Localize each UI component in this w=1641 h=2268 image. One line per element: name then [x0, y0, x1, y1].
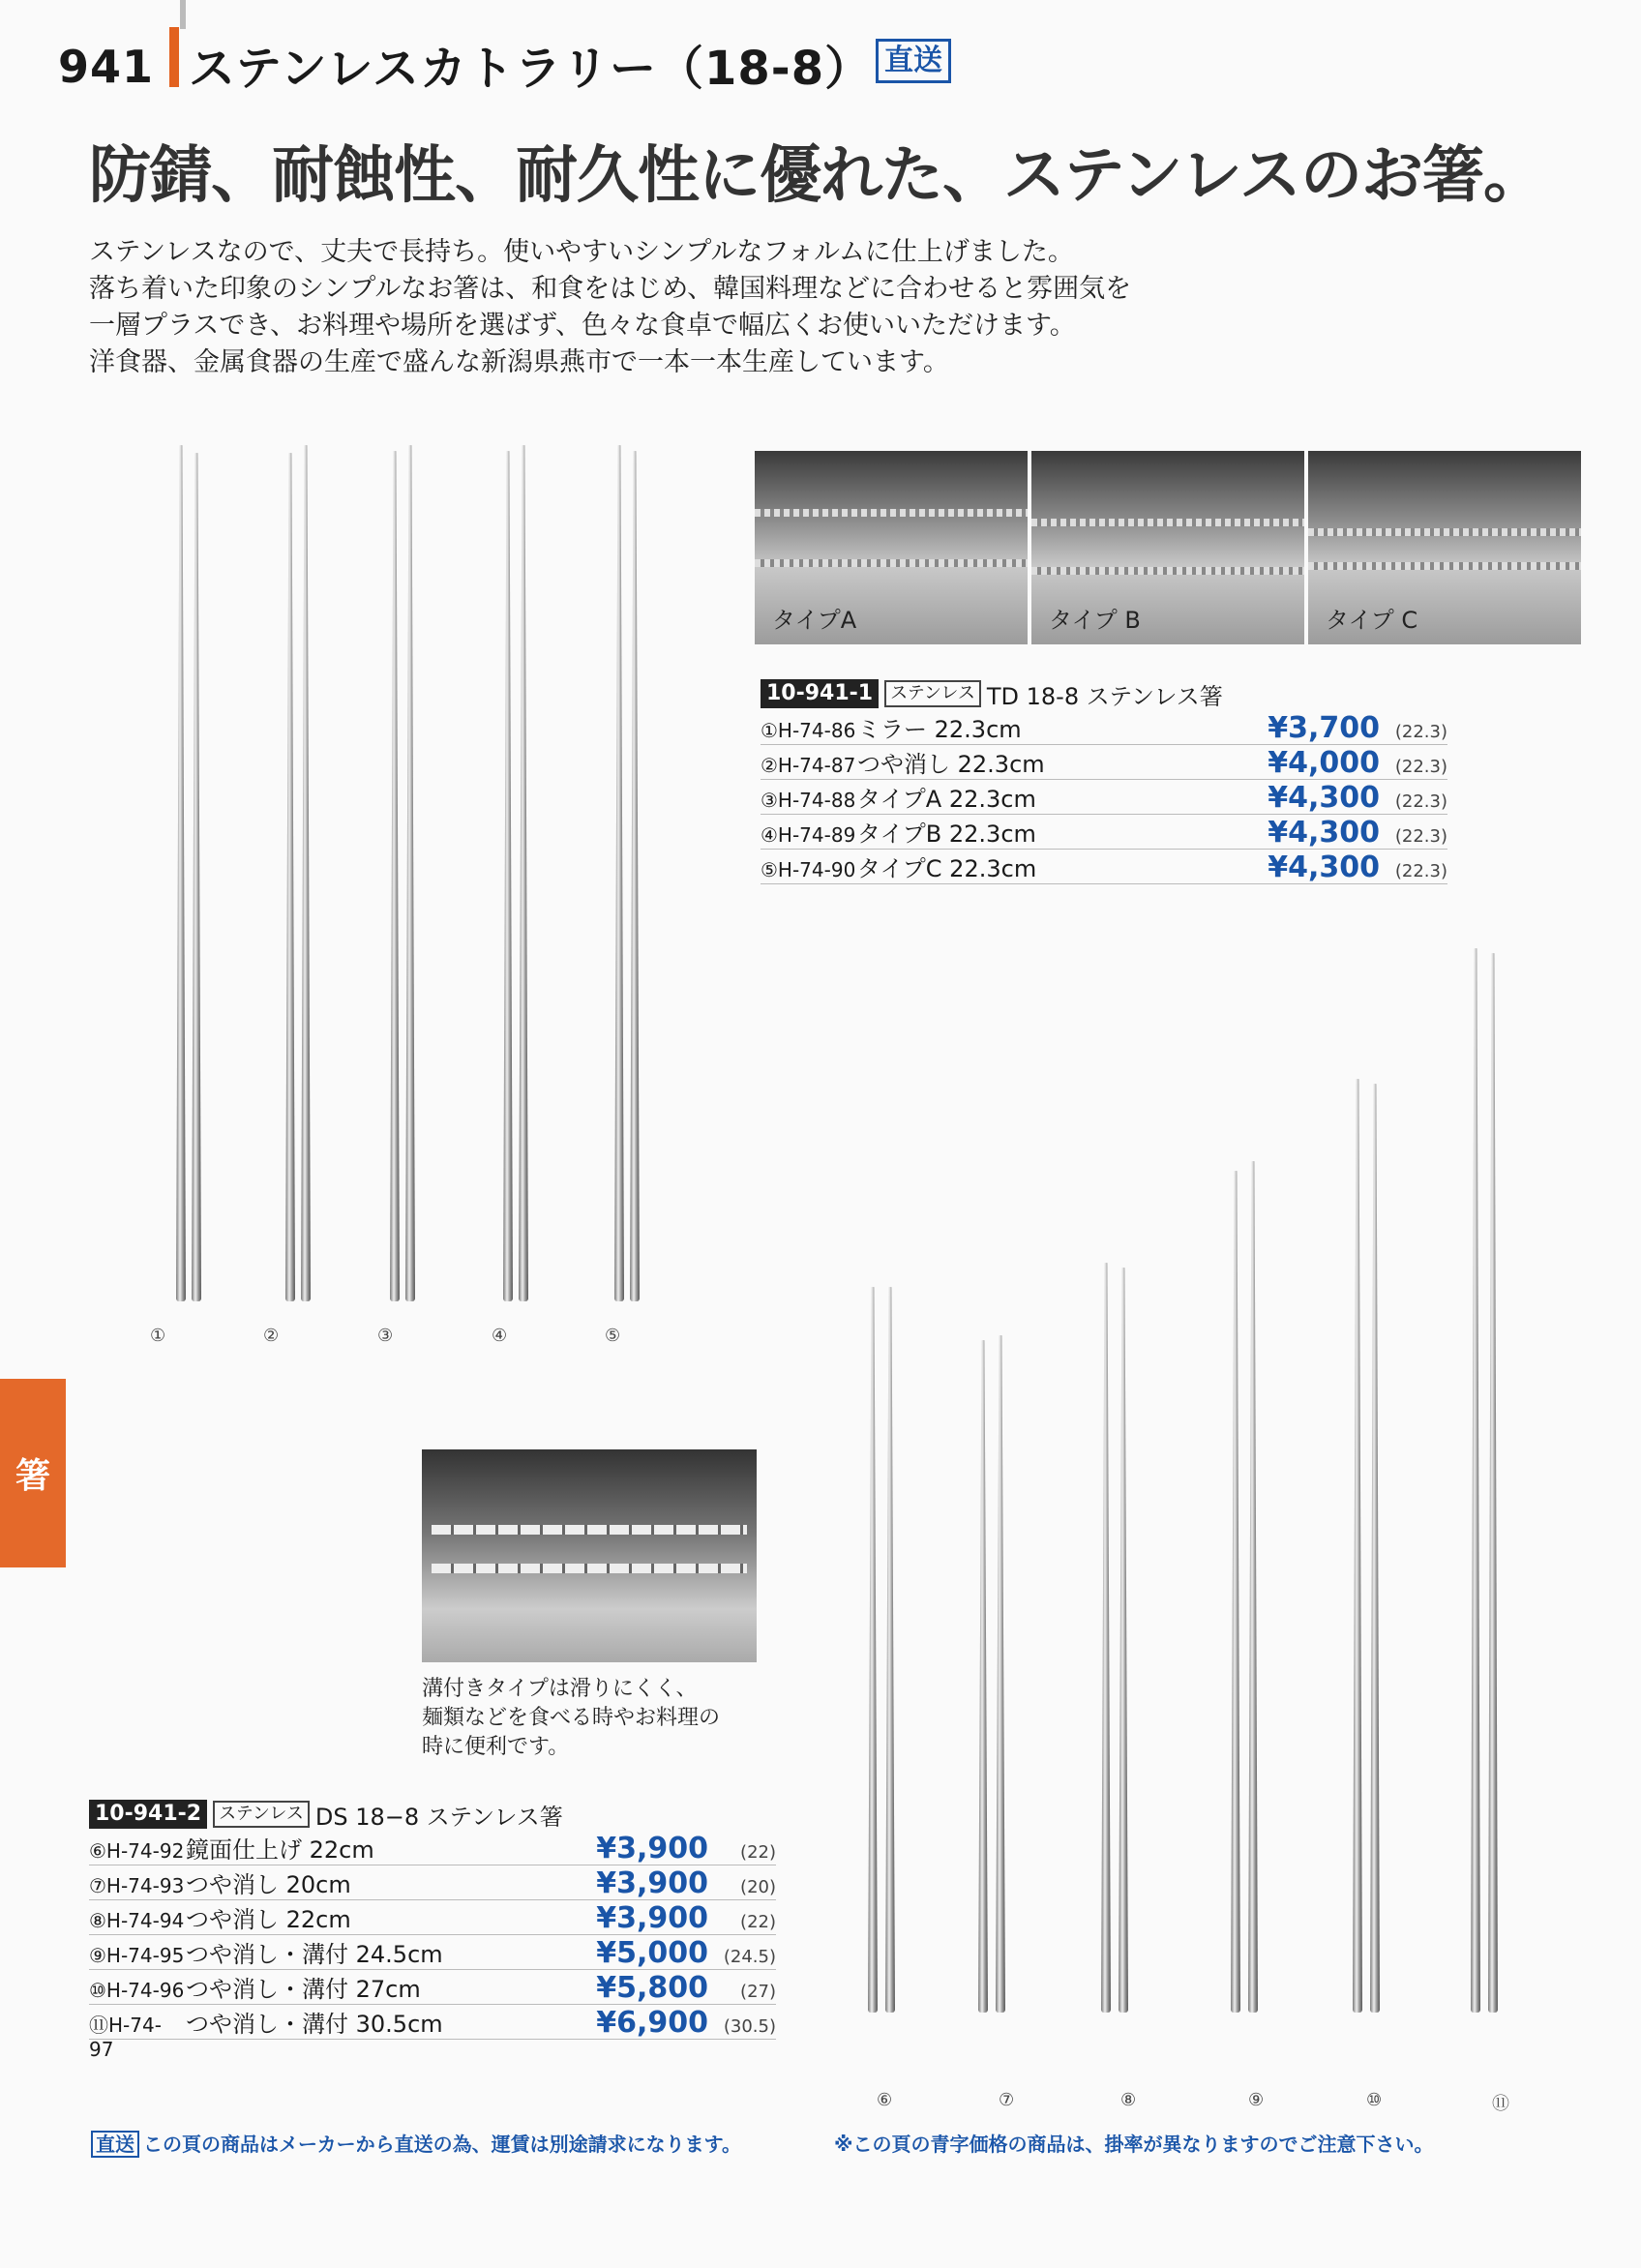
groove-caption: 溝付きタイプは滑りにくく、	[422, 1677, 698, 1701]
item-number: ⑤H-74-90	[761, 858, 856, 881]
material-label: ステンレス	[884, 680, 981, 707]
pattern-stick	[1308, 562, 1581, 570]
item-name: つや消し・溝付 30.5cm	[186, 2011, 443, 2038]
table-row	[89, 1865, 776, 1900]
product-code: 10-941-1	[761, 679, 879, 708]
chopstick	[614, 445, 624, 1301]
pattern-stick	[755, 509, 1028, 517]
pattern-type-c	[1308, 451, 1581, 644]
item-length: (22)	[740, 1912, 776, 1932]
pattern-label: タイプ C	[1326, 607, 1418, 634]
item-name: タイプA 22.3cm	[857, 786, 1036, 813]
table-row	[761, 780, 1447, 815]
item-name: つや消し 22.3cm	[857, 751, 1045, 778]
item-length: (30.5)	[723, 2016, 776, 2037]
photo-number: ⑦	[999, 2090, 1015, 2110]
chopstick	[503, 451, 513, 1301]
item-price: ¥4,000	[1268, 746, 1380, 780]
item-number: ⑧H-74-94	[89, 1909, 185, 1932]
footer-note-direct	[91, 2129, 741, 2157]
footer-text: この頁の商品はメーカーから直送の為、運賃は別途請求になります。	[143, 2133, 741, 2156]
item-name: タイプC 22.3cm	[857, 855, 1037, 882]
photo-number: ⑨	[1248, 2090, 1265, 2110]
chopstick	[1353, 1079, 1362, 2013]
chopsticks-photo-2	[851, 948, 1548, 2080]
headline: 防錆、耐蝕性、耐久性に優れた、ステンレスのお箸。	[89, 139, 1544, 212]
item-number: ⑨H-74-95	[89, 1944, 185, 1967]
footer-note-price: ※この頁の青字価格の商品は、掛率が異なりますのでご注意下さい。	[834, 2133, 1434, 2156]
item-number: ②H-74-87	[761, 754, 856, 777]
photo-number: ③	[377, 1326, 394, 1346]
item-length: (22)	[740, 1842, 776, 1863]
groove-stick	[432, 1564, 747, 1573]
header-accent-bar	[169, 27, 179, 87]
pattern-label: タイプA	[772, 607, 857, 634]
item-length: (22.3)	[1394, 722, 1447, 742]
photo-number: ⑥	[877, 2090, 893, 2110]
photo-number: ②	[263, 1326, 280, 1346]
table-row	[761, 815, 1447, 850]
table-row	[89, 1900, 776, 1935]
chopstick	[978, 1340, 988, 2013]
item-price: ¥5,000	[596, 1936, 708, 1970]
item-name: つや消し・溝付 27cm	[186, 1976, 421, 2003]
chopstick	[868, 1287, 878, 2013]
table-row	[761, 710, 1447, 745]
chopstick	[1231, 1171, 1240, 2013]
chopstick	[1488, 953, 1498, 2013]
table-row	[89, 1935, 776, 1970]
chopstick	[885, 1287, 895, 2013]
groove-closeup-photo	[422, 1449, 757, 1662]
item-number: ⑦H-74-93	[89, 1874, 185, 1897]
item-length: (27)	[740, 1982, 776, 2002]
pattern-stick	[1308, 528, 1581, 536]
item-length: (22.3)	[1394, 826, 1447, 847]
chopstick	[1101, 1263, 1111, 2013]
chopstick	[996, 1335, 1005, 2013]
item-number: ⑥H-74-92	[89, 1839, 185, 1863]
pattern-stick	[1031, 567, 1304, 575]
table-row	[761, 850, 1447, 884]
pattern-stick	[755, 559, 1028, 567]
item-name: 鏡面仕上げ 22cm	[186, 1836, 374, 1864]
chopstick	[390, 451, 400, 1301]
chopstick	[1471, 948, 1480, 2013]
item-number: ⑩H-74-96	[89, 1979, 185, 2002]
item-price: ¥4,300	[1268, 850, 1380, 884]
table-row	[89, 1970, 776, 2005]
intro-line: ステンレスなので、丈夫で長持ち。使いやすいシンプルなフォルムに仕上げました。	[89, 237, 1074, 267]
table-row	[89, 2005, 776, 2061]
pattern-type-b	[1031, 451, 1304, 644]
item-number: ③H-74-88	[761, 789, 856, 812]
page-number: 941	[58, 41, 155, 93]
chopsticks-photo-1	[116, 445, 697, 1316]
groove-caption: 時に便利です。	[422, 1735, 570, 1759]
groove-stick	[432, 1525, 747, 1535]
item-price: ¥3,700	[1268, 711, 1380, 745]
intro-line: 一層プラスでき、お料理や場所を選ばず、色々な食卓で幅広くお使いいただけます。	[89, 311, 1076, 341]
product-code: 10-941-2	[89, 1800, 207, 1829]
chopstick	[630, 451, 640, 1301]
chopstick	[1248, 1161, 1258, 2013]
chopstick	[176, 445, 186, 1301]
item-name: つや消し・溝付 24.5cm	[186, 1941, 443, 1968]
chopstick	[519, 445, 528, 1301]
product-table-1	[761, 677, 1447, 884]
photo-number: ⑪	[1492, 2094, 1509, 2114]
product-name: TD 18-8 ステンレス箸	[986, 682, 1223, 710]
intro-line: 洋食器、金属食器の生産で盛んな新潟県燕市で一本一本生産しています。	[89, 347, 949, 377]
item-price: ¥4,300	[1268, 816, 1380, 850]
category-tab[interactable]: 箸	[0, 1379, 66, 1567]
photo-number: ⑤	[605, 1326, 621, 1346]
item-number: ④H-74-89	[761, 823, 856, 847]
item-price: ¥5,800	[596, 1971, 708, 2005]
table-row	[89, 1831, 776, 1865]
photo-number: ④	[492, 1326, 508, 1346]
pattern-label: タイプ B	[1049, 607, 1141, 634]
photo-number: ⑩	[1366, 2090, 1383, 2110]
intro-line: 落ち着いた印象のシンプルなお箸は、和食をはじめ、韓国料理などに合わせると雰囲気を	[89, 274, 1132, 304]
direct-shipping-badge: 直送	[876, 39, 951, 83]
item-price: ¥4,300	[1268, 781, 1380, 815]
item-length: (24.5)	[723, 1947, 776, 1967]
item-name: タイプB 22.3cm	[857, 821, 1036, 848]
page-title: ステンレスカトラリー（18-8）	[189, 42, 873, 96]
item-name: ミラー 22.3cm	[857, 716, 1022, 743]
pattern-stick	[1031, 519, 1304, 526]
item-length: (22.3)	[1394, 861, 1447, 881]
item-length: (22.3)	[1394, 757, 1447, 777]
pattern-type-a	[755, 451, 1028, 644]
item-price: ¥6,900	[596, 2006, 708, 2040]
item-price: ¥3,900	[596, 1866, 708, 1900]
product-header	[761, 677, 1447, 710]
photo-number: ①	[150, 1326, 166, 1346]
table-row	[761, 745, 1447, 780]
chopstick	[192, 453, 201, 1301]
item-number: ①H-74-86	[761, 719, 856, 742]
chopstick	[405, 445, 415, 1301]
material-label: ステンレス	[213, 1801, 310, 1828]
photo-number: ⑧	[1120, 2090, 1137, 2110]
item-price: ¥3,900	[596, 1832, 708, 1865]
product-table-2	[89, 1798, 776, 2061]
item-number: ⑪H-74-97	[89, 2014, 162, 2061]
product-name: DS 18−8 ステンレス箸	[314, 1803, 563, 1831]
chopstick	[285, 453, 295, 1301]
item-name: つや消し 20cm	[186, 1871, 351, 1898]
item-price: ¥3,900	[596, 1901, 708, 1935]
groove-caption: 麺類などを食べる時やお料理の	[422, 1706, 721, 1730]
item-length: (20)	[740, 1877, 776, 1897]
chopstick	[301, 445, 311, 1301]
item-length: (22.3)	[1394, 791, 1447, 812]
item-name: つや消し 22cm	[186, 1906, 351, 1933]
header-accent-strip	[180, 0, 186, 29]
product-header	[89, 1798, 776, 1831]
direct-shipping-badge: 直送	[91, 2131, 139, 2158]
chopstick	[1370, 1084, 1380, 2013]
chopstick	[1119, 1268, 1128, 2013]
